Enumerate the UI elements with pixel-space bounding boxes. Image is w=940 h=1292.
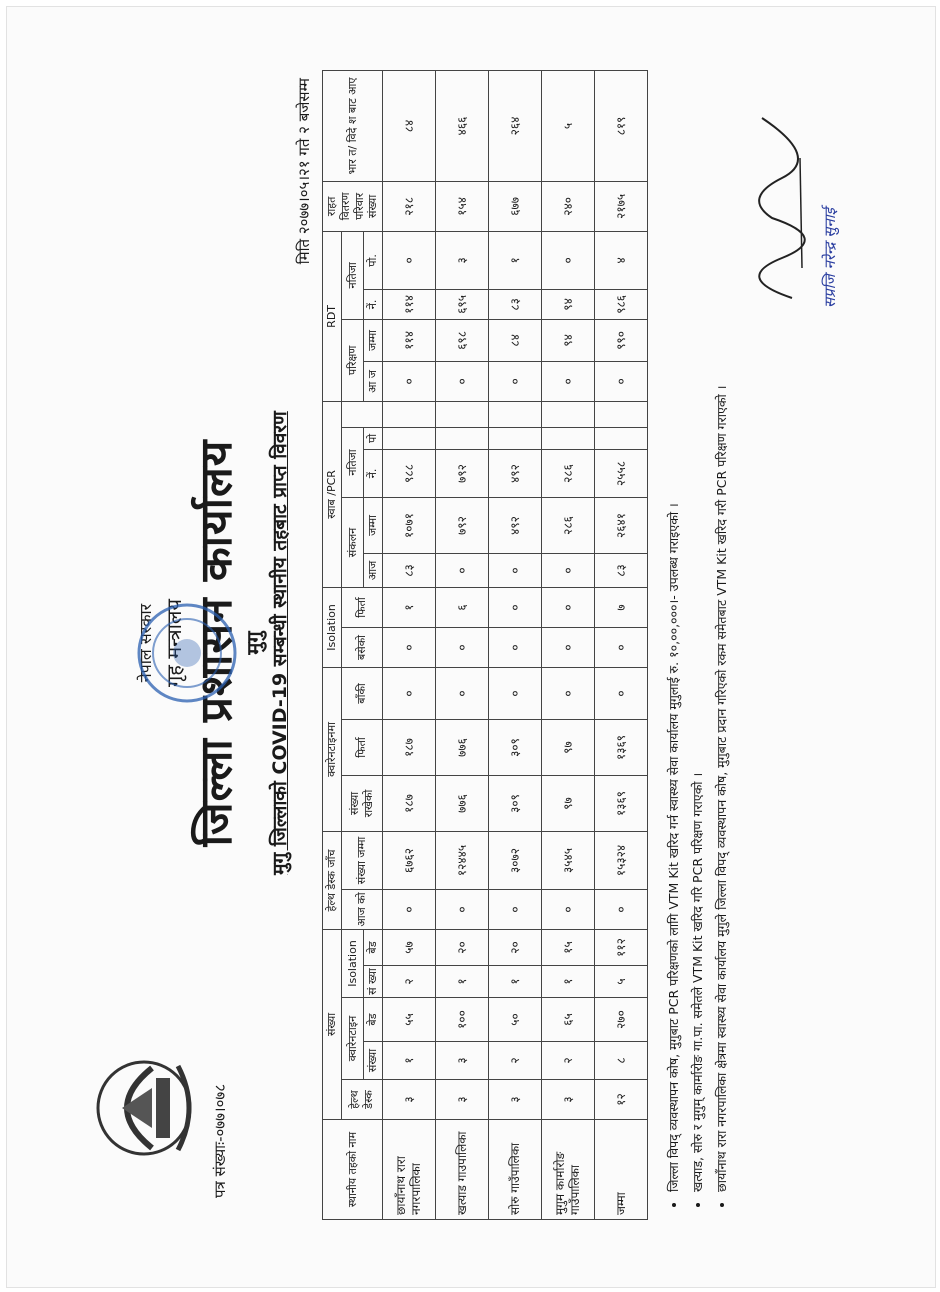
cell-qc: ८ [595, 1042, 648, 1080]
col-kept: संख्या राखेको [341, 775, 382, 831]
cell-ctotal: २८६ [542, 497, 595, 553]
cell-rneg: ९४ [542, 289, 595, 319]
cell-istay: ० [542, 627, 595, 667]
cell-ib: ११२ [595, 929, 648, 965]
cell-total: १२४४५ [436, 831, 489, 889]
cell-ret: १३६९ [595, 719, 648, 775]
local-body-name: मुगुम कार्मारोङ गाउँपालिका [542, 1120, 595, 1220]
cell-rem: ० [595, 667, 648, 719]
col-rdt-result: नतिजा [341, 231, 364, 319]
cell-neg: ७९२ [436, 449, 489, 497]
cell-hd: ३ [489, 1080, 542, 1120]
covid-stats-table [322, 70, 648, 1220]
government-name: नेपाल सरकार [136, 603, 155, 683]
cell-today: ० [436, 889, 489, 929]
cell-iret: ६ [436, 587, 489, 627]
page-title: मुगु जिल्लाको COVID-19 सम्बन्धी स्थानीय तहबाट प्राप्त विवरण [269, 411, 291, 875]
cell-today: ० [383, 889, 436, 929]
col-result: नतिजा [341, 427, 364, 497]
note-item: • छायाँनाथ रारा नगरपालिका क्षेत्रमा स्वास्थ्य सेवा कार्यालय मुगुले जिल्ला विपद् व्यवस्थापन कोष, मुगुबाट प्रदान गरिएको रकम समेतबाट VTM Kit खरिद गरी PCR परिक्षण गराएको । [710, 90, 734, 1192]
cell-qc: २ [542, 1042, 595, 1080]
cell-relief: २४० [542, 181, 595, 231]
cell-qc: ३ [436, 1042, 489, 1080]
cell-hd: १२ [595, 1080, 648, 1120]
col-spacer [341, 401, 382, 427]
office-stamp [132, 598, 242, 708]
cell-neg: ९८८ [383, 449, 436, 497]
cell-ctoday: ८३ [595, 553, 648, 587]
col-count: संख्या [323, 929, 342, 1119]
col-i-bed: बेड [364, 929, 383, 965]
table-row [542, 71, 595, 1220]
cell-ret: ३०९ [489, 719, 542, 775]
note-item: • खत्याड, सोरु र मुगुम् कार्मारोङ गा.पा. समेतले VTM Kit खरिद गरि PCR परिक्षण गराएको । [686, 90, 710, 1192]
cell-ctoday: ० [436, 553, 489, 587]
cell-ctotal: १०७१ [383, 497, 436, 553]
cell-india: ८१९ [595, 71, 648, 182]
cell-ttotal: ११४ [383, 319, 436, 361]
cell-hd: ३ [436, 1080, 489, 1120]
cell-today: ० [489, 889, 542, 929]
cell-neg: २५५८ [595, 449, 648, 497]
cell-relief: २१७५ [595, 181, 648, 231]
cell-pos [436, 427, 489, 449]
col-local-body: स्थानीय तहको नाम [323, 1120, 383, 1220]
col-neg: नें. [364, 449, 383, 497]
cell-relief: १५४ [436, 181, 489, 231]
cell-rpos: ० [542, 231, 595, 289]
rotated-document [22, 18, 922, 1268]
cell-pos [489, 427, 542, 449]
cell-ttotal: ८४ [489, 319, 542, 361]
col-rdt-pos: पो. [364, 231, 383, 289]
col-q-count: संख्या [364, 1042, 383, 1080]
cell-ret: ९७ [542, 719, 595, 775]
total-row [595, 71, 648, 1220]
office-name: जिल्ला प्रशासन कार्यालय [191, 439, 242, 847]
table-row [436, 71, 489, 1220]
col-hd-check: हेल्थ डेस्क जाँच [323, 831, 342, 929]
cell-ret: ७७६ [436, 719, 489, 775]
cell-istay: ० [383, 627, 436, 667]
signature [712, 108, 822, 308]
col-test-today: आ ज [364, 361, 383, 401]
col-test-total: जम्मा [364, 319, 383, 361]
cell-ttotal: ९९० [595, 319, 648, 361]
col-swab: स्वाब /PCR [323, 401, 342, 587]
cell-rem: ० [383, 667, 436, 719]
col-returned: फिर्ता [341, 719, 382, 775]
cell-total: ६७६२ [383, 831, 436, 889]
cell-ib: २० [436, 929, 489, 965]
cell-today: ० [542, 889, 595, 929]
col-health-desk: हेल्थ डेस्क [341, 1080, 382, 1120]
cell-india: ८४ [383, 71, 436, 182]
cell-ic: १ [542, 966, 595, 998]
cell-istay: ० [436, 627, 489, 667]
header-row-2 [341, 71, 364, 1220]
cell-ret: १८७ [383, 719, 436, 775]
cell-rpos: ३ [436, 231, 489, 289]
cell-ctotal: ४९२ [489, 497, 542, 553]
col-q: क्वारेनटाइन [341, 998, 364, 1080]
cell-ctotal: ७९२ [436, 497, 489, 553]
local-body-name: सोरु गाउँपालिका [489, 1120, 542, 1220]
col-total: संख्या जम्मा [341, 831, 382, 889]
cell-relief: २१८ [383, 181, 436, 231]
cell-iret: ७ [595, 587, 648, 627]
cell-rneg: ८३ [489, 289, 542, 319]
cell-iret: १ [383, 587, 436, 627]
cell-kept: ७७६ [436, 775, 489, 831]
header-row-1 [323, 71, 342, 1220]
reference-number: पत्र संख्याः-०७७।०७८ [211, 1084, 229, 1198]
col-staying: बसेको [341, 627, 382, 667]
col-quarantine: क्वारेनटाइनमा [323, 667, 342, 831]
cell-qb: ५० [489, 998, 542, 1042]
cell-rpos: ० [383, 231, 436, 289]
col-remaining: बाँकी [341, 667, 382, 719]
cell-ttoday: ० [489, 361, 542, 401]
cell-ctotal: २६४१ [595, 497, 648, 553]
cell-ic: १ [489, 966, 542, 998]
cell-ib: २० [489, 929, 542, 965]
cell-qb: १०० [436, 998, 489, 1042]
table-row [489, 71, 542, 1220]
cell-qc: २ [489, 1042, 542, 1080]
cell-neg: २८६ [542, 449, 595, 497]
col-rdt: RDT [323, 231, 342, 401]
cell-sp [595, 401, 648, 427]
cell-total: ३०७२ [489, 831, 542, 889]
col-relief: राहत वितरण परिवार संख्या [323, 181, 383, 231]
cell-kept: १८७ [383, 775, 436, 831]
cell-qb: २७० [595, 998, 648, 1042]
cell-ic: १ [436, 966, 489, 998]
cell-pos [383, 427, 436, 449]
note-item: • जिल्ला विपद् व्यवस्थापन कोष, मुगुबाट PCR परिक्षणको लागि VTM Kit खरिद गर्न स्वास्थ्य सेवा कार्यालय मुगुलाई रु. १०,००,०००।- उपलब्ध गराइएको । [662, 90, 686, 1192]
cell-ib: १५ [542, 929, 595, 965]
cell-rneg: ११४ [383, 289, 436, 319]
cell-istay: ० [595, 627, 648, 667]
cell-sp [436, 401, 489, 427]
cell-kept: ३०९ [489, 775, 542, 831]
col-today: आज को [341, 889, 382, 929]
cell-rneg: ९८६ [595, 289, 648, 319]
col-col-total: जम्मा [364, 497, 383, 553]
cell-ttoday: ० [595, 361, 648, 401]
cell-total: १५३२४ [595, 831, 648, 889]
cell-pos [542, 427, 595, 449]
cell-istay: ० [489, 627, 542, 667]
cell-kept: ९७ [542, 775, 595, 831]
col-pos: पो [364, 427, 383, 449]
cell-hd: ३ [542, 1080, 595, 1120]
cell-qc: १ [383, 1042, 436, 1080]
col-rdt-neg: नें. [364, 289, 383, 319]
col-isolation: Isolation [323, 587, 342, 667]
col-i-count: सं ख्या [364, 966, 383, 998]
cell-india: ४६६ [436, 71, 489, 182]
cell-ctoday: ० [542, 553, 595, 587]
cell-rpos: ४ [595, 231, 648, 289]
cell-ttoday: ० [436, 361, 489, 401]
cell-india: २६४ [489, 71, 542, 182]
cell-relief: ६७७ [489, 181, 542, 231]
col-iso: Isolation [341, 929, 364, 997]
cell-ttotal: ६९८ [436, 319, 489, 361]
cell-sp [383, 401, 436, 427]
district-name: मुगु [242, 631, 266, 655]
cell-hd: ३ [383, 1080, 436, 1120]
cell-rem: ० [436, 667, 489, 719]
local-body-name: खत्याड गाउपालिका [436, 1120, 489, 1220]
cell-ic: २ [383, 966, 436, 998]
cell-rpos: १ [489, 231, 542, 289]
cell-sp [542, 401, 595, 427]
cell-india: ५ [542, 71, 595, 182]
col-test: परिक्षण [341, 319, 364, 401]
col-col-today: आज [364, 553, 383, 587]
cell-iret: ० [489, 587, 542, 627]
cell-qb: ५५ [383, 998, 436, 1042]
cell-sp [489, 401, 542, 427]
cell-today: ० [595, 889, 648, 929]
cell-iret: ० [542, 587, 595, 627]
signature-text: सप्रजि नरेन्द्र सुनाई [821, 207, 839, 308]
col-from-india: भार त/ विदे श बाट आए [323, 71, 383, 182]
col-collection: संकलन [341, 497, 364, 587]
cell-total: ३५४५ [542, 831, 595, 889]
cell-ttotal: ९४ [542, 319, 595, 361]
cell-ib: ५७ [383, 929, 436, 965]
col-iso-returned: फिर्ता [341, 587, 382, 627]
local-body-name: जम्मा [595, 1120, 648, 1220]
ministry-name: गृह मन्त्रालय [162, 598, 186, 688]
col-q-bed: बेड [364, 998, 383, 1042]
cell-ctoday: ० [489, 553, 542, 587]
cell-kept: १३६९ [595, 775, 648, 831]
table-row [383, 71, 436, 1220]
cell-ttoday: ० [542, 361, 595, 401]
local-body-name: छायाँनाथ रारा नगरपालिका [383, 1120, 436, 1220]
cell-ctoday: ८३ [383, 553, 436, 587]
cell-rneg: ६९५ [436, 289, 489, 319]
cell-ttoday: ० [383, 361, 436, 401]
cell-qb: ६५ [542, 998, 595, 1042]
cell-ic: ५ [595, 966, 648, 998]
cell-rem: ० [489, 667, 542, 719]
cell-rem: ० [542, 667, 595, 719]
cell-neg: ४९२ [489, 449, 542, 497]
cell-pos [595, 427, 648, 449]
report-date: मिति २०७७।०५।२१ गते २ बजेसम्म [295, 78, 313, 265]
